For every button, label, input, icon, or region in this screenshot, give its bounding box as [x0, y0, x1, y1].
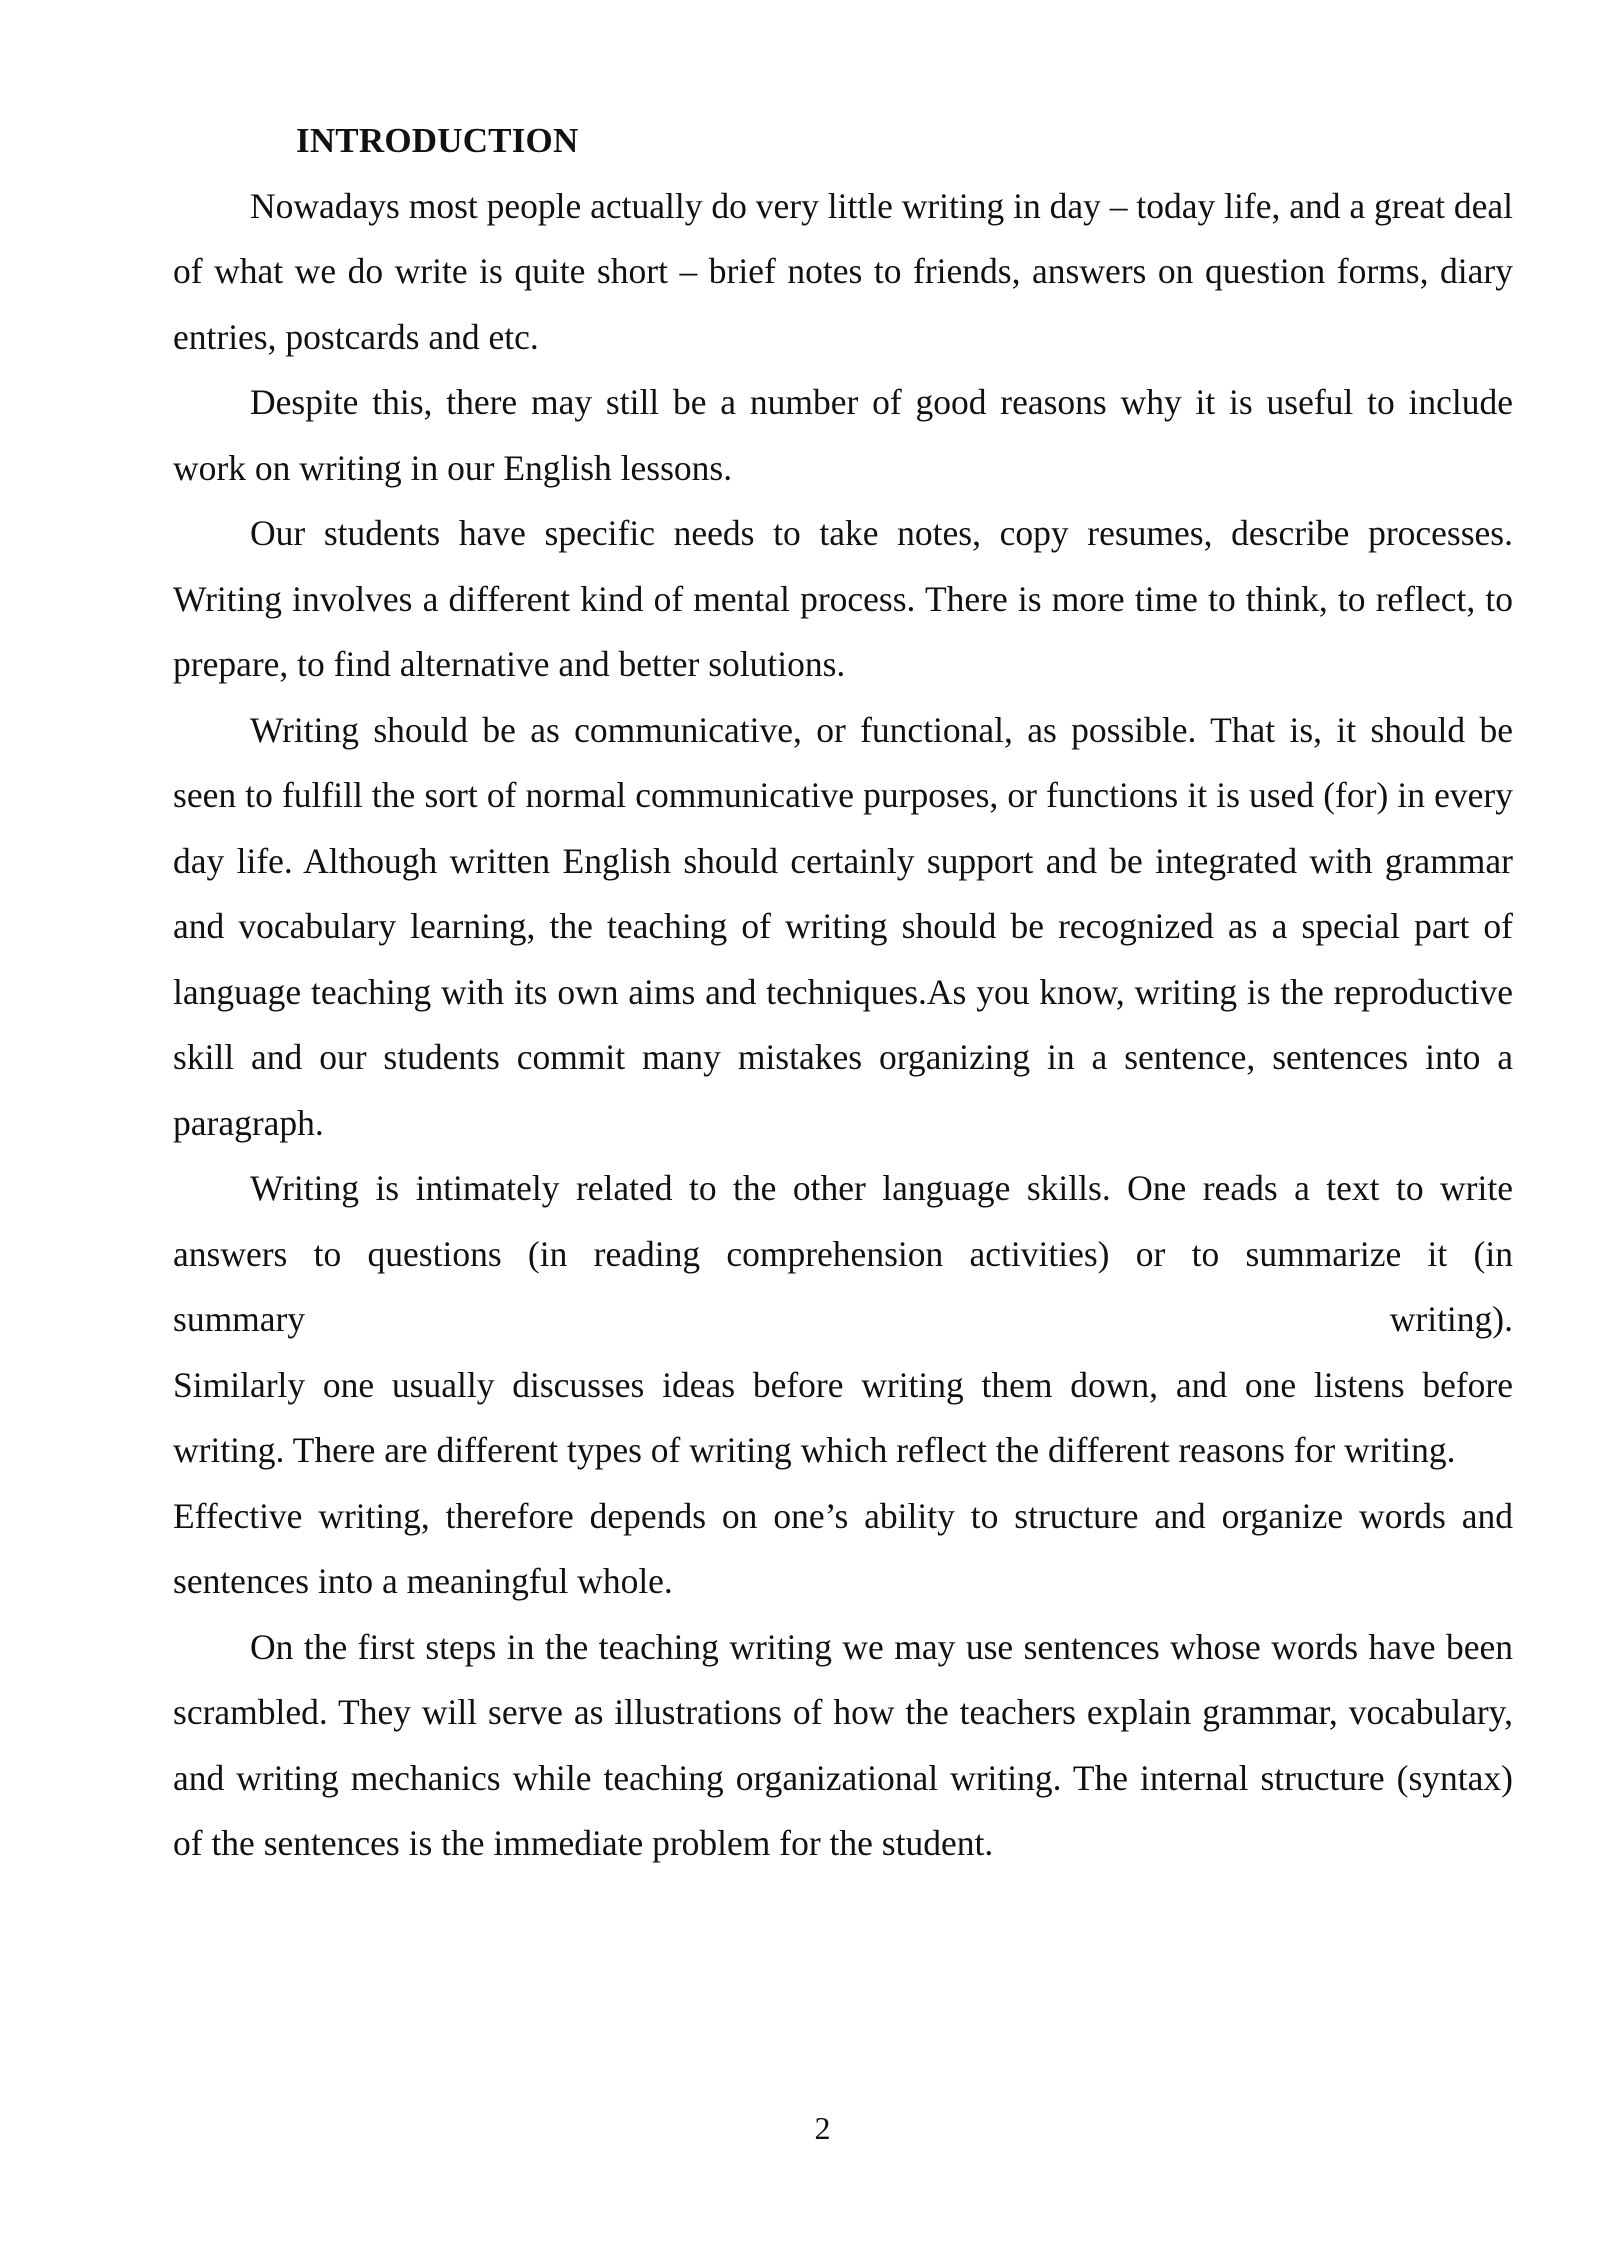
paragraph-2: Despite this, there may still be a number of good reasons why it is useful to include work on writing in our English lessons.: [173, 382, 1513, 488]
paragraph-3: Our students have specific needs to take notes, copy resumes, describe processes. Writing involves a different kind of mental process. There is more time to think, to reflect, to prepare, to find alternative and better solutions.: [173, 513, 1513, 684]
paragraph-1: Nowadays most people actually do very little writing in day – today life, and a great deal of what we do write is quite short – brief notes to friends, answers on question forms, diary entries, postcards and etc.: [173, 185, 1513, 357]
paragraph-6: Effective writing, therefore depends on one’s ability to structure and organize words and sentences into a meaningful whole.: [173, 1495, 1513, 1601]
page-number: 2: [814, 2110, 831, 2146]
paragraph-5-continuation: Similarly one usually discusses ideas before writing them down, and one listens before writing. There are different types of writing which reflect the different reasons for writing.: [173, 1364, 1513, 1470]
summary-line: [173, 1287, 1513, 1353]
section-heading: INTRODUCTION: [296, 121, 579, 160]
paragraph-5: [173, 1156, 1513, 1287]
page-body: [173, 108, 1513, 1877]
paragraph-7: On the first steps in the teaching writing we may use sentences whose words have been scrambled. They will serve as illustrations of how the teachers explain grammar, vocabulary, and writing mechanics while teaching organizational writing. The internal structure (syntax) of the sentences is the immediate problem for the student.: [173, 1626, 1513, 1863]
paragraph-5-text: Writing is intimately related to the other language skills. One reads a text to write answers to questions (in reading comprehension activities) or to summarize it (in: [173, 1168, 1513, 1274]
summary-line-text: summary writing).: [173, 1299, 1513, 1339]
paragraph-4: Writing should be as communicative, or functional, as possible. That is, it should be seen to fulfill the sort of normal communicative purposes, or functions it is used (for) in every day life. Although written English should certainly support and be integrated with grammar and vocabulary learning, the teaching of writing should be recognized as a special part of language teaching with its own aims and techniques.As you know, writing is the reproductive skill and our students commit many mistakes organizing in a sentence, sentences into a paragraph.: [173, 709, 1513, 1143]
